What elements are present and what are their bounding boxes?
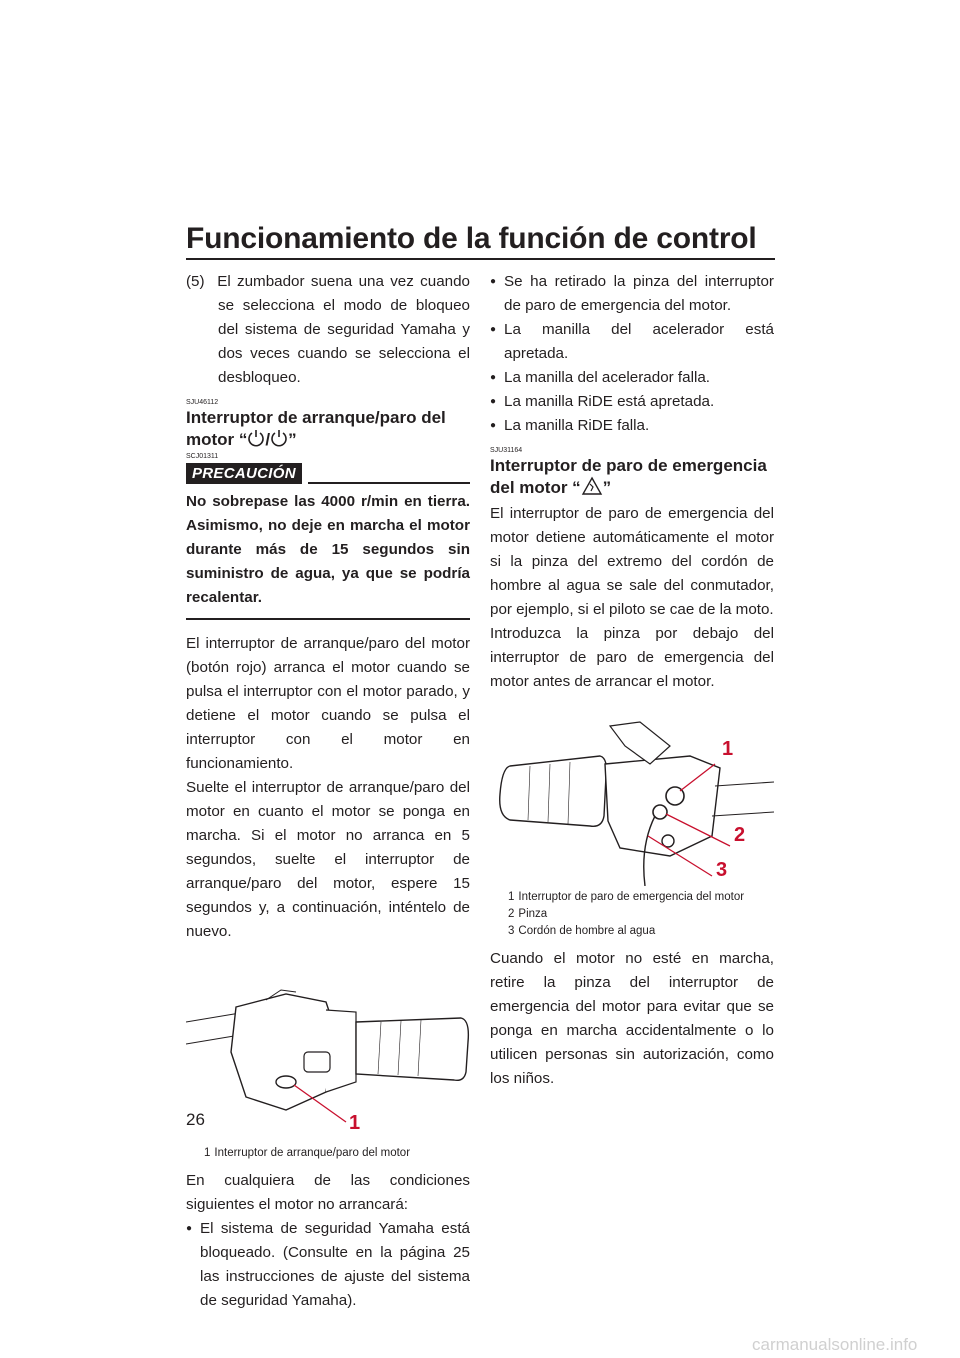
section-code: SJU46112 — [186, 399, 219, 406]
bullet-item: ● La manilla RiDE falla. — [490, 414, 774, 438]
caption-text: Interruptor de paro de emergencia del motor — [518, 891, 745, 903]
caption-text: Cordón de hombre al agua — [518, 925, 656, 937]
caution-rule — [308, 482, 470, 484]
section-heading-start-stop: Interruptor de arranque/paro del motor “ / ” — [186, 408, 446, 449]
bullet-item: ● Se ha retirado la pinza del interruptor de paro de emergencia del motor. — [490, 270, 774, 318]
paragraph: Introduzca la pinza por debajo del interruptor de paro de emergencia del motor antes de arrancar el motor. — [490, 625, 774, 690]
section-code: SJU31164 — [490, 447, 523, 454]
figure-caption — [204, 1146, 470, 1161]
bullet-item: ● La manilla del acelerador falla. — [490, 366, 774, 390]
paragraph: El interruptor de paro de emergencia del motor detiene automáticamente el motor si la pinza del extremo del cordón de hombre al agua se sale del conmutador, por ejemplo, si el piloto se cae de la moto. — [490, 505, 774, 618]
figure-emergency-stop — [490, 716, 774, 886]
paragraph: Cuando el motor no esté en marcha, retire la pinza del interruptor de emergencia del motor para evitar que se ponga en marcha accidentalmente o lo utilicen personas sin autorización, como los niños. — [490, 950, 774, 1087]
watermark: carmanualsonline.info — [752, 1335, 918, 1354]
right-column — [490, 270, 774, 1091]
figure-caption — [508, 890, 774, 905]
caption-number: 3 — [508, 925, 515, 937]
paragraph: Suelte el interruptor de arranque/paro del motor en cuanto el motor se ponga en marcha. Si el motor no arranca en 5 segundos, suelte el interruptor de arranque/paro del motor, espere 15 segundos y, a continuación, inténtelo de nuevo. — [186, 779, 470, 940]
page-number: 26 — [186, 1110, 205, 1129]
heading-text: Interruptor de paro de emergencia del motor “ — [490, 456, 767, 497]
page-title: Funcionamiento de la función de control — [186, 222, 757, 255]
paragraph: El interruptor de arranque/paro del motor (botón rojo) arranca el motor cuando se pulsa el interruptor con el motor parado, y detiene el motor cuando se pulsa el interruptor con el motor en funcionamiento. — [186, 635, 470, 772]
caution-header — [186, 463, 470, 484]
caption-number: 2 — [508, 908, 515, 920]
bullet-item: ● La manilla del acelerador está apretada. — [490, 318, 774, 366]
heading-text: Interruptor de arranque/paro del motor “ — [186, 408, 446, 449]
heading-text: ” — [602, 478, 612, 497]
item-text: El zumbador suena una vez cuando se selecciona el modo de bloqueo del sistema de seguridad Yamaha y dos veces cuando se selecciona el desbloqueo. — [217, 273, 470, 386]
figure-callout: 2 — [734, 824, 746, 846]
start-stop-icon — [247, 428, 265, 448]
figure-callout: 3 — [716, 859, 728, 881]
caution-badge: PRECAUCIÓN — [186, 463, 302, 484]
handlebar-illustration — [186, 982, 470, 1142]
caution-text: No sobrepase las 4000 r/min en tierra. Asimismo, no deje en marcha el motor durante más de 15 segundos sin suministro de agua, ya que se podría recalentar. — [186, 493, 470, 606]
figure-callout: 1 — [722, 738, 734, 760]
emergency-stop-icon — [581, 476, 603, 496]
caption-number: 1 — [204, 1147, 211, 1159]
item-number: (5) — [186, 273, 205, 290]
caption-text: Pinza — [518, 908, 548, 920]
caution-bottom-rule — [186, 618, 470, 620]
list-item-5 — [186, 270, 470, 390]
heading-text: ” — [288, 430, 297, 449]
bullet-item: ● El sistema de seguridad Yamaha está bloqueado. (Consulte en la página 25 las instrucciones de ajuste del sistema de seguridad Yamaha). — [186, 1217, 470, 1313]
bullet-item: ● La manilla RiDE está apretada. — [490, 390, 774, 414]
start-stop-icon — [270, 428, 288, 448]
section-heading-emergency-stop — [490, 455, 774, 498]
caption-text: Interruptor de arranque/paro del motor — [214, 1147, 411, 1159]
left-column — [186, 270, 470, 1313]
figure-caption — [508, 907, 774, 922]
caution-code: SCJ01311 — [186, 453, 219, 460]
figure-caption — [508, 924, 774, 939]
title-rule — [186, 258, 775, 260]
figure-callout: 1 — [349, 1112, 361, 1134]
paragraph: En cualquiera de las condiciones siguientes el motor no arrancará: — [186, 1172, 470, 1213]
figure-start-stop — [186, 982, 470, 1142]
caption-number: 1 — [508, 891, 515, 903]
